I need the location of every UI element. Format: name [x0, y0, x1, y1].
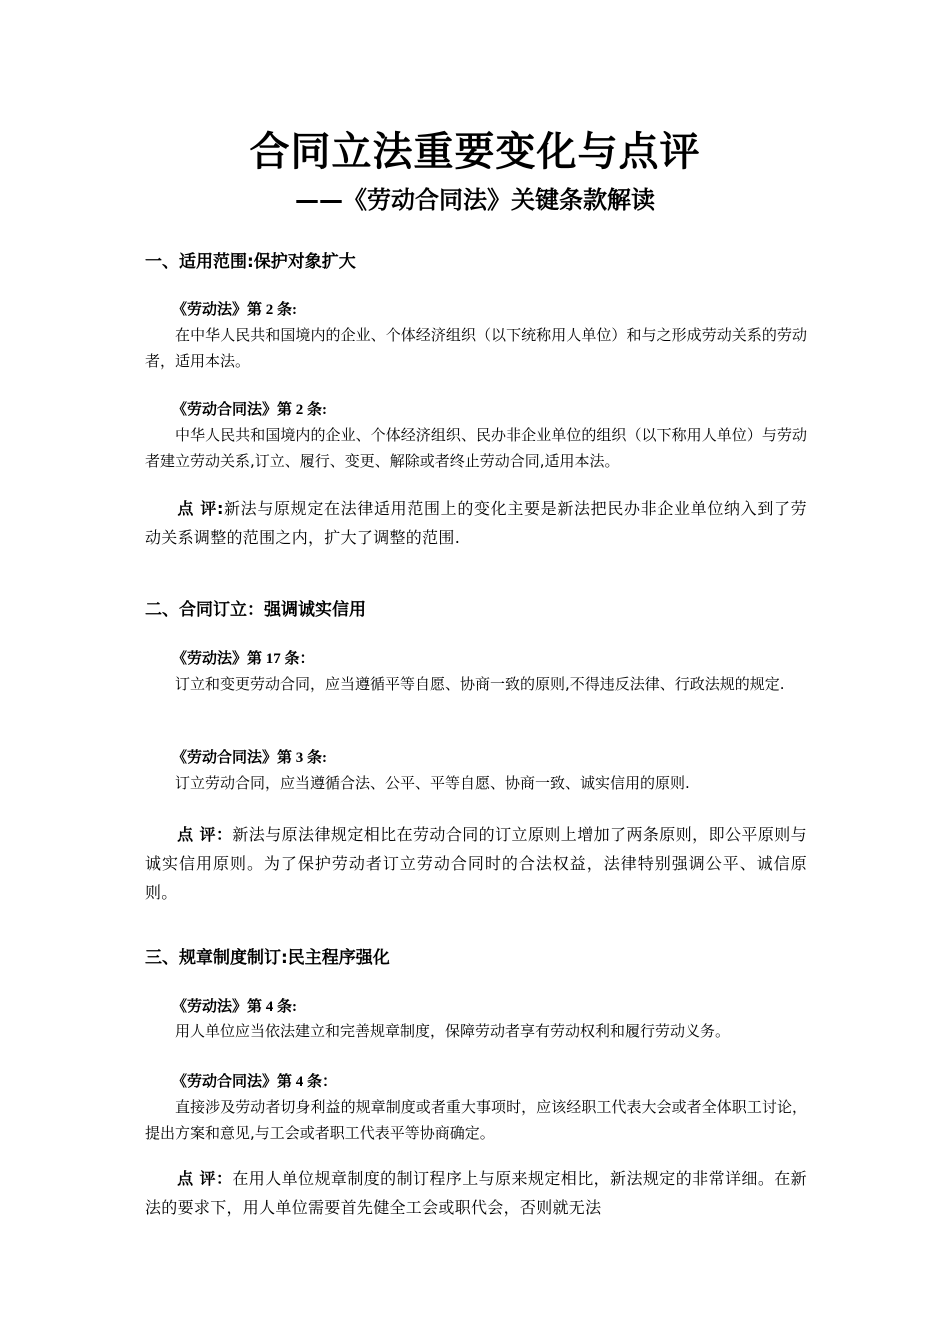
- section-1-new-law-label: 《劳动合同法》第 2 条:: [172, 402, 327, 418]
- section-2-old-law-content: 订立和变更劳动合同，应当遵循平等自愿、协商一致的原则,不得违反法律、行政法规的规定.: [175, 675, 785, 693]
- section-1-old-law-text: [145, 322, 807, 374]
- section-1-comment-label: 点 评:: [177, 499, 224, 518]
- section-3-comment: [145, 1164, 807, 1222]
- section-1-old-law-label: 《劳动法》第 2 条:: [172, 302, 297, 318]
- section-1-new-law-text: [145, 422, 807, 474]
- section-3-old-law-content: 用人单位应当依法建立和完善规章制度，保障劳动者享有劳动权利和履行劳动义务。: [175, 1022, 731, 1040]
- section-1-heading: 一、适用范围:保护对象扩大: [145, 252, 356, 272]
- section-3-new-law-label: 《劳动合同法》第 4 条：: [172, 1074, 338, 1090]
- section-3-comment-label: 点 评：: [177, 1169, 233, 1188]
- section-2-comment: [145, 820, 807, 907]
- section-2-comment-text: 新法与原法律规定相比在劳动合同的订立原则上增加了两条原则，即公平原则与诚实信用原则。为了保护劳动者订立劳动合同时的合法权益，法律特别强调公平、诚信原则。: [145, 825, 807, 902]
- section-2-new-law-text: [145, 770, 807, 796]
- section-1-new-law-content: 中华人民共和国境内的企业、个体经济组织、民办非企业单位的组织（以下称用人单位）与劳动者建立劳动关系,订立、履行、变更、解除或者终止劳动合同,适用本法。: [145, 426, 807, 470]
- section-3-heading: 三、规章制度制订:民主程序强化: [145, 948, 390, 968]
- section-3-old-law-label: 《劳动法》第 4 条:: [172, 999, 297, 1015]
- document-subtitle: ——《劳动合同法》关键条款解读: [295, 186, 655, 214]
- section-1-comment: [145, 494, 807, 552]
- section-3-old-law-text: [145, 1018, 807, 1044]
- section-3-new-law-text: [145, 1094, 807, 1146]
- section-1-old-law-content: 在中华人民共和国境内的企业、个体经济组织（以下统称用人单位）和与之形成劳动关系的劳动者，适用本法。: [145, 326, 807, 370]
- section-3-new-law-content: 直接涉及劳动者切身利益的规章制度或者重大事项时，应该经职工代表大会或者全体职工讨论，提出方案和意见,与工会或者职工代表平等协商确定。: [145, 1098, 807, 1142]
- section-2-old-law-text: [145, 671, 807, 697]
- section-2-comment-label: 点 评：: [177, 825, 233, 844]
- document-title: 合同立法重要变化与点评: [249, 129, 701, 175]
- section-3-comment-text: 在用人单位规章制度的制订程序上与原来规定相比，新法规定的非常详细。在新法的要求下，用人单位需要首先健全工会或职代会，否则就无法: [145, 1169, 807, 1217]
- section-2-new-law-label: 《劳动合同法》第 3 条:: [172, 750, 327, 766]
- section-2-heading: 二、合同订立：强调诚实信用: [145, 600, 366, 620]
- section-2-old-law-label: 《劳动法》第 17 条：: [172, 651, 315, 667]
- section-2-new-law-content: 订立劳动合同，应当遵循合法、公平、平等自愿、协商一致、诚实信用的原则.: [175, 774, 690, 792]
- section-1-comment-text: 新法与原规定在法律适用范围上的变化主要是新法把民办非企业单位纳入到了劳动关系调整的范围之内，扩大了调整的范围.: [145, 499, 807, 547]
